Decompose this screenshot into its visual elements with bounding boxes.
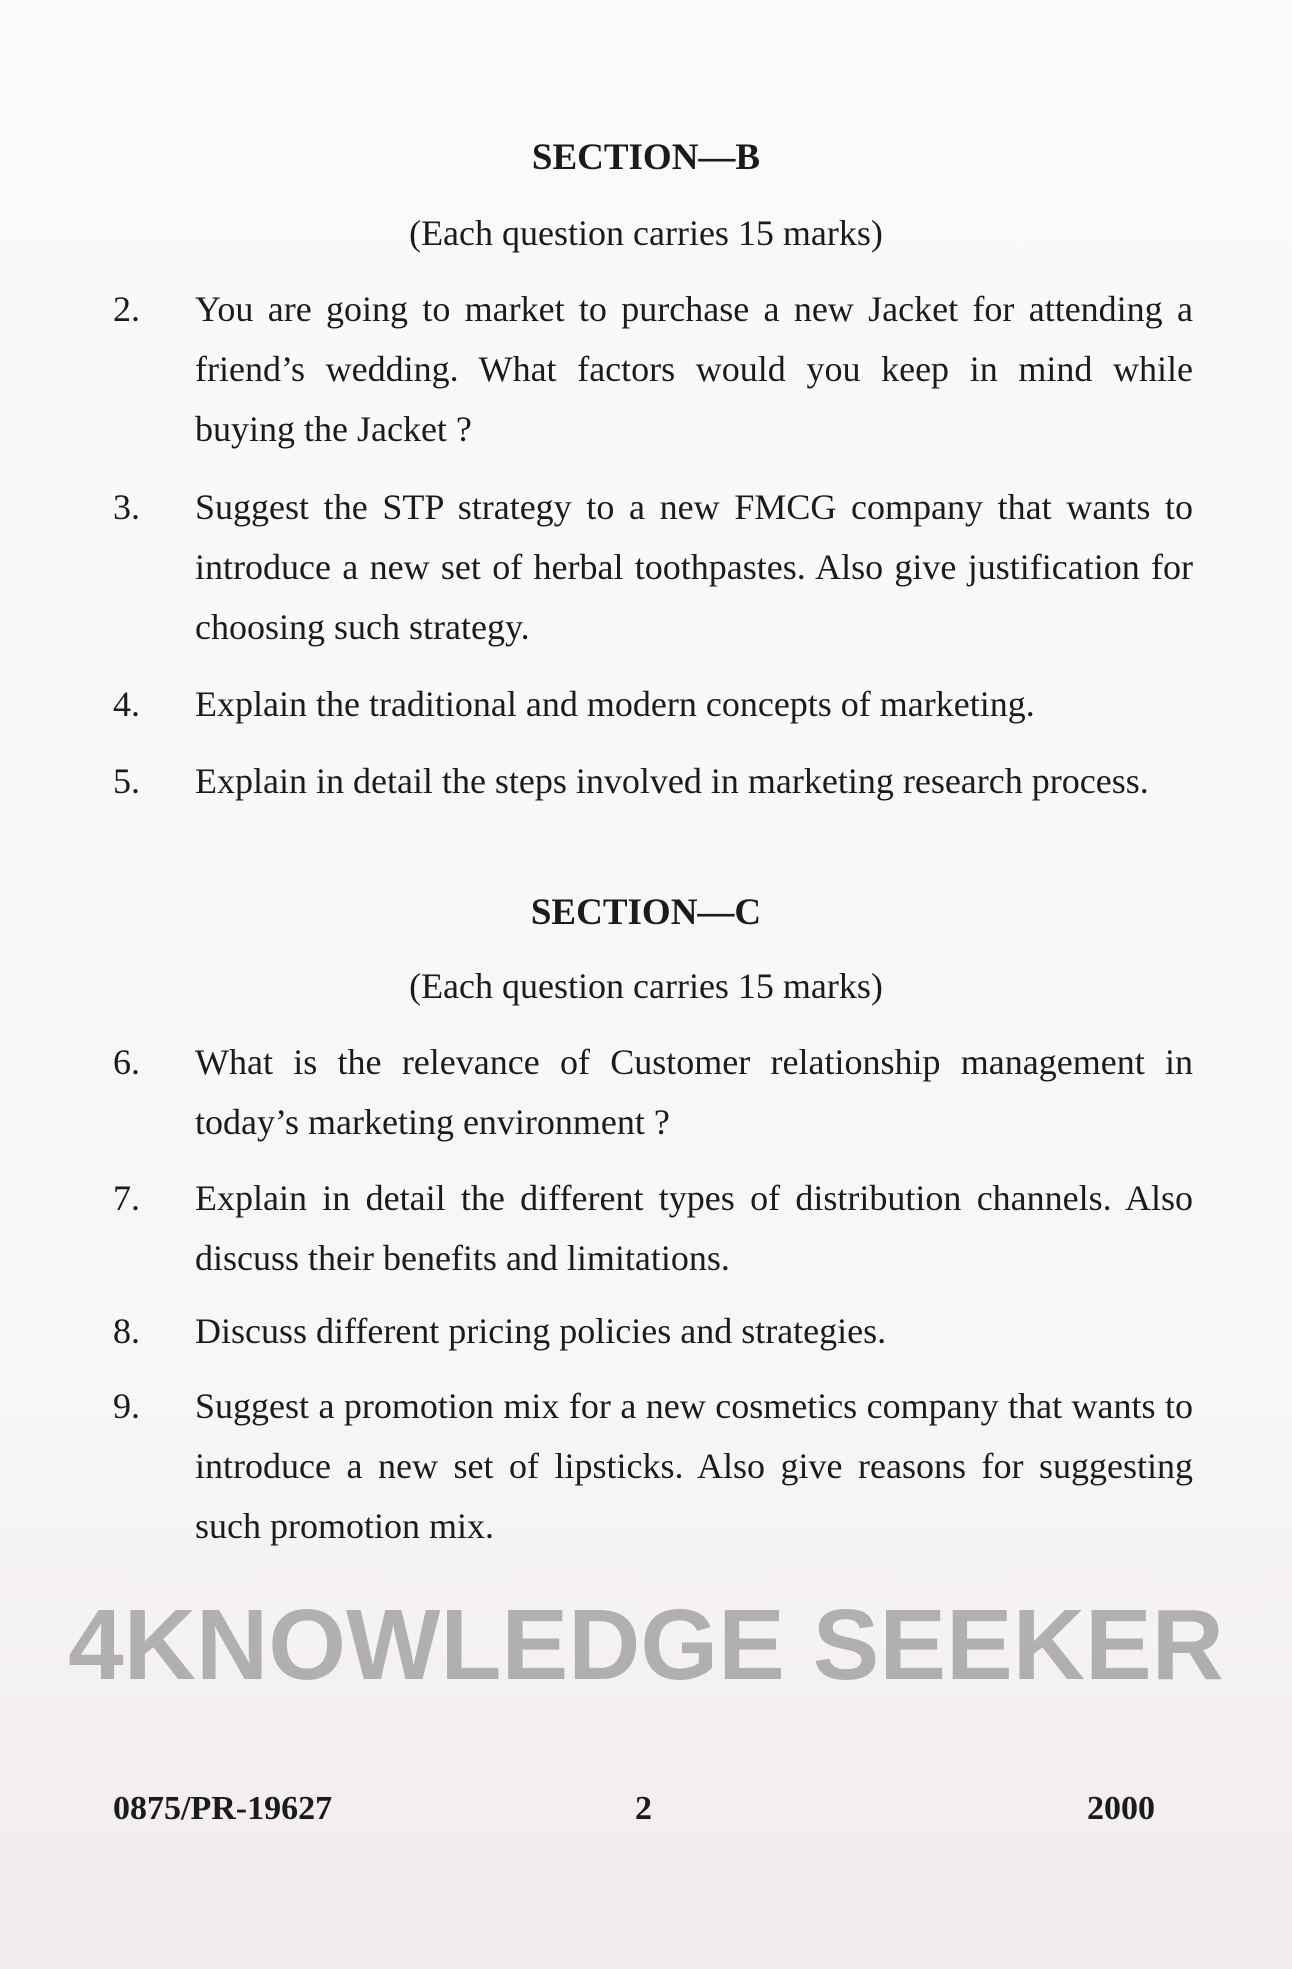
- question-number: 9.: [113, 1386, 140, 1426]
- question-text: Discuss different pricing policies and strategies.: [195, 1311, 887, 1351]
- section-c-marks-note: (Each question carries 15 marks): [409, 966, 883, 1006]
- question-4: [113, 674, 1193, 734]
- question-number: 6.: [113, 1042, 140, 1082]
- question-text: Explain the traditional and modern concepts of marketing.: [195, 684, 1035, 724]
- question-text: You are going to market to purchase a new Jacket for attending a friend’s wedding. What factors would you keep in mind while buying the Jacket ?: [195, 289, 1193, 449]
- question-text: Suggest a promotion mix for a new cosmetics company that wants to introduce a new set of lipsticks. Also give reasons for suggesting such promotion mix.: [195, 1386, 1193, 1546]
- question-text: Suggest the STP strategy to a new FMCG company that wants to introduce a new set of herbal toothpastes. Also give justification for choosing such strategy.: [195, 487, 1193, 647]
- question-number: 8.: [113, 1311, 140, 1351]
- question-number: 7.: [113, 1178, 140, 1218]
- paper-code: 0875/PR-19627: [113, 1790, 333, 1827]
- question-number: 2.: [113, 289, 140, 329]
- question-9: [113, 1376, 1193, 1556]
- section-b-marks-note: (Each question carries 15 marks): [409, 213, 883, 253]
- question-number: 3.: [113, 487, 140, 527]
- question-number: 5.: [113, 761, 140, 801]
- question-8: [113, 1301, 1193, 1361]
- question-7: [113, 1168, 1193, 1288]
- question-text: Explain in detail the steps involved in marketing research process.: [195, 761, 1149, 801]
- page-number: 2: [635, 1790, 652, 1827]
- question-3: [113, 477, 1193, 657]
- question-number: 4.: [113, 684, 140, 724]
- question-text: What is the relevance of Customer relationship management in today’s marketing environment ?: [195, 1042, 1193, 1142]
- question-text: Explain in detail the different types of distribution channels. Also discuss their benefits and limitations.: [195, 1178, 1193, 1278]
- watermark: 4KNOWLEDGE SEEKER: [68, 1589, 1224, 1701]
- section-b-heading: SECTION—B: [531, 137, 761, 178]
- question-2: [113, 279, 1193, 459]
- copies-count: 2000: [1087, 1790, 1155, 1827]
- question-6: [113, 1032, 1193, 1152]
- section-c-heading: SECTION—C: [530, 892, 762, 933]
- question-5: [113, 751, 1193, 811]
